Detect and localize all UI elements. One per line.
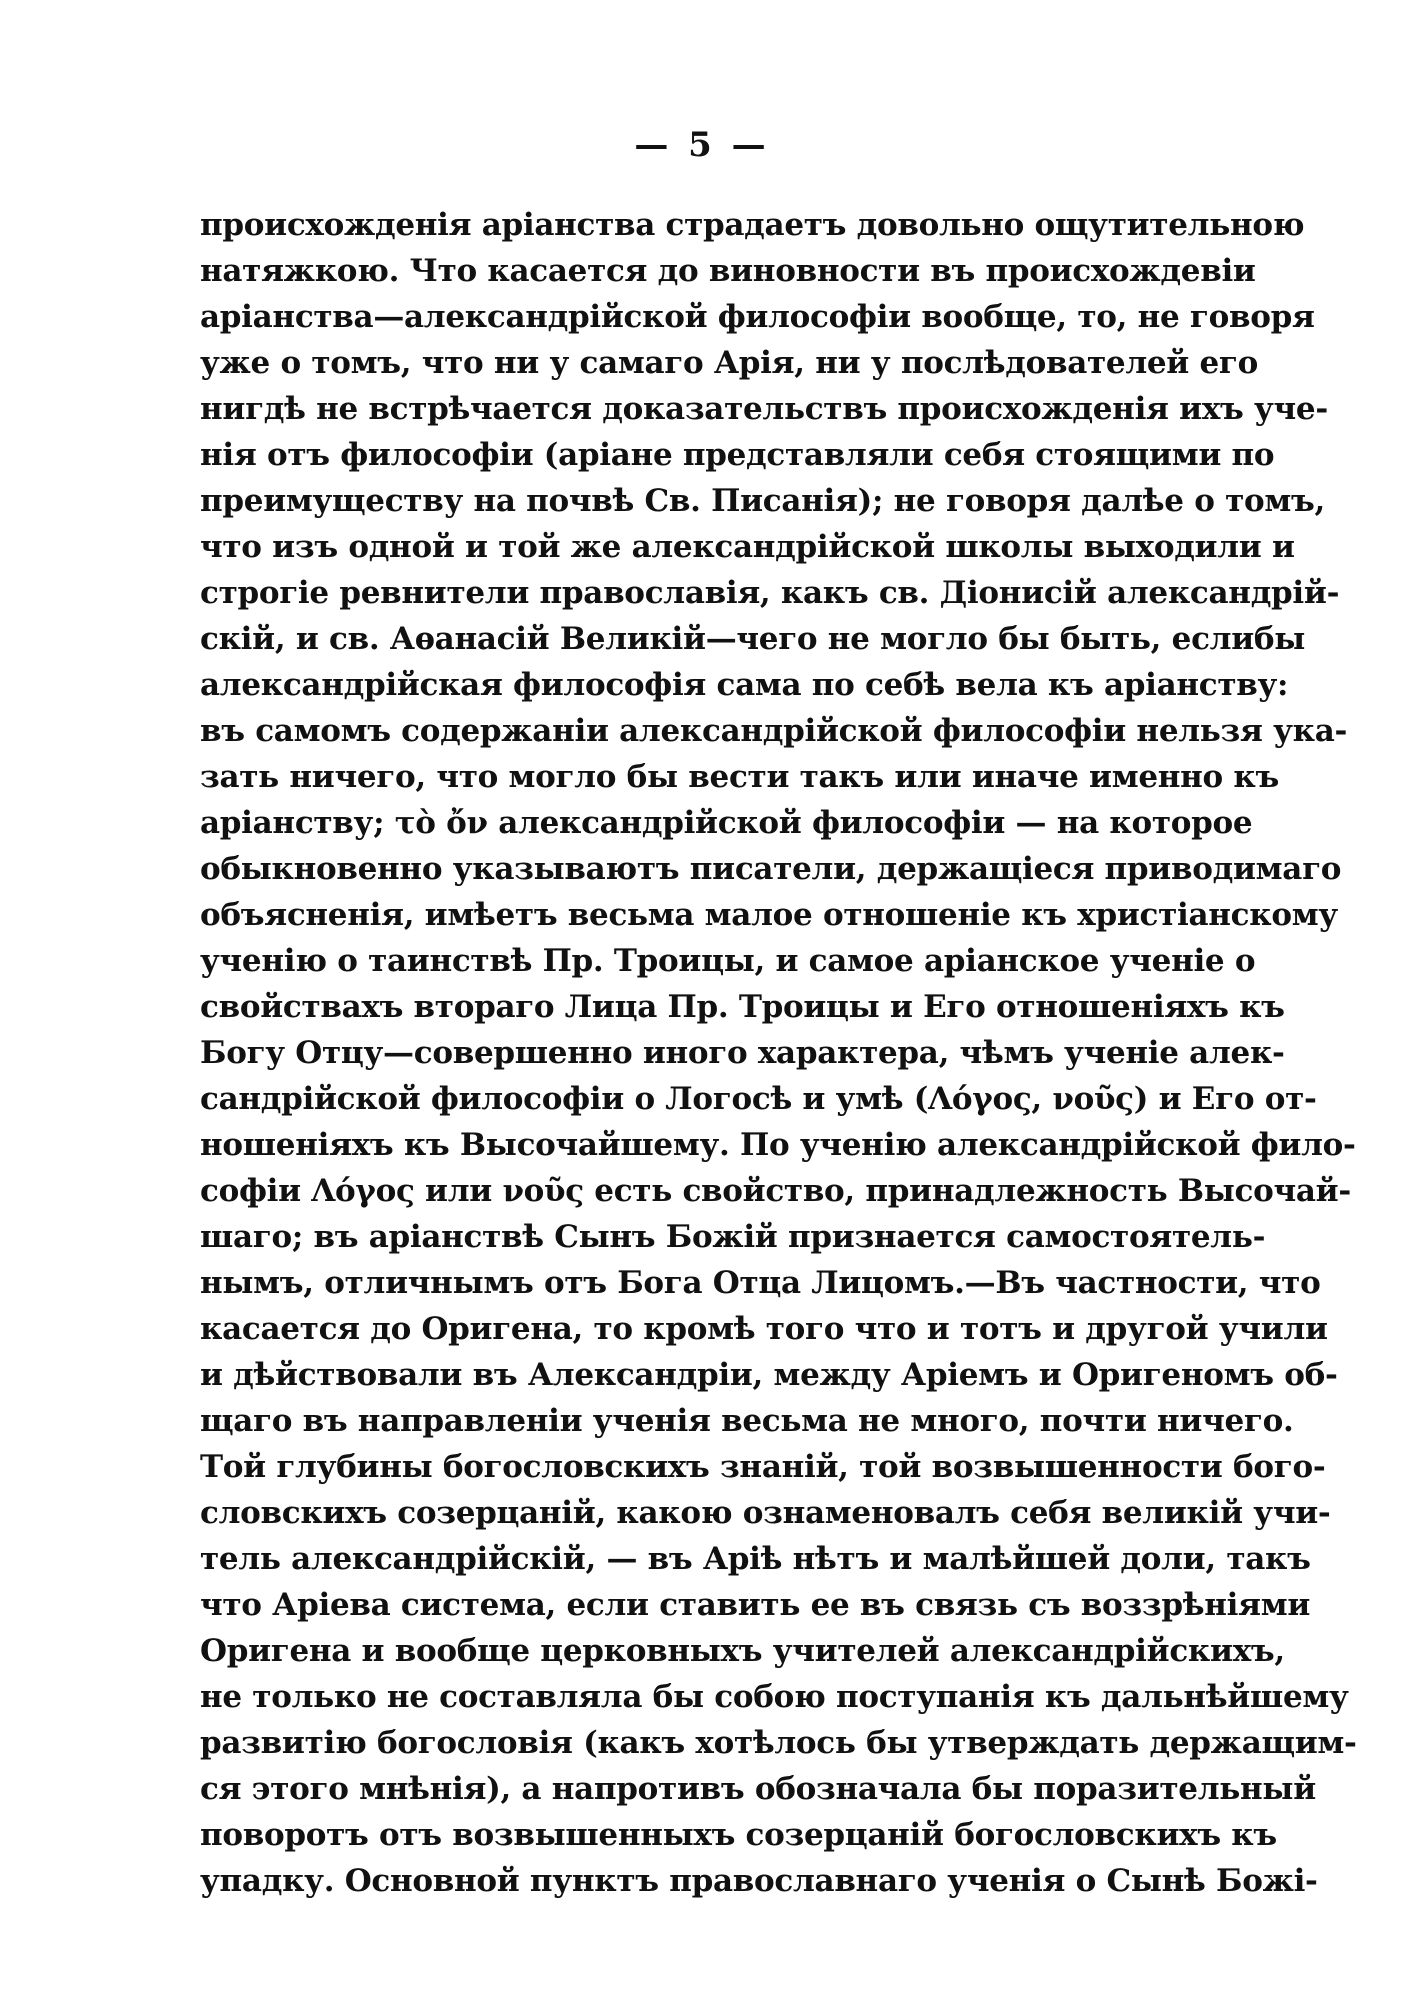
text-line: щаго въ направленіи ученія весьма не много, почти ничего. xyxy=(200,1403,1294,1439)
text-line: александрійская философія сама по себѣ вела къ аріанству: xyxy=(200,667,1289,703)
text-line: натяжкою. Что касается до виновности въ происхождевіи xyxy=(200,253,1256,289)
text-line: софіи Λόγος или νοῦς есть свойство, принадлежность Высочай- xyxy=(200,1173,1351,1209)
text-line: ся этого мнѣнія), а напротивъ обозначала бы поразительный xyxy=(200,1771,1316,1807)
text-line: поворотъ отъ возвышенныхъ созерцаній богословскихъ къ xyxy=(200,1817,1277,1853)
text-line: Оригена и вообще церковныхъ учителей александрійскихъ, xyxy=(200,1633,1285,1669)
text-line: ученію о таинствѣ Пр. Троицы, и самое аріанское ученіе о xyxy=(200,943,1256,979)
text-line: словскихъ созерцаній, какою ознаменовалъ себя великій учи- xyxy=(200,1495,1331,1531)
text-line: упадку. Основной пунктъ православнаго ученія о Сынѣ Божі- xyxy=(200,1863,1318,1899)
text-line: нигдѣ не встрѣчается доказательствъ происхожденія ихъ уче- xyxy=(200,391,1328,427)
text-line: аріанства—александрійской философіи вообще, то, не говоря xyxy=(200,299,1315,335)
text-line: развитію богословія (какъ хотѣлось бы утверждать держащим- xyxy=(200,1725,1357,1761)
text-line: Богу Отцу—совершенно иного характера, чѣмъ ученіе алек- xyxy=(200,1035,1285,1071)
text-line: что изъ одной и той же александрійской школы выходили и xyxy=(200,529,1295,565)
text-line: аріанству; τὸ ὄν александрійской философіи — на которое xyxy=(200,805,1253,841)
text-line: объясненія, имѣетъ весьма малое отношеніе къ христіанскому xyxy=(200,897,1338,933)
body-text xyxy=(200,202,1357,1904)
text-line: строгіе ревнители православія, какъ св. Діонисій александрій- xyxy=(200,575,1340,611)
text-line: касается до Оригена, то кромѣ того что и тотъ и другой учили xyxy=(200,1311,1328,1347)
text-line: Той глубины богословскихъ знаній, той возвышенности бого- xyxy=(200,1449,1326,1485)
text-line: тель александрійскій, — въ Аріѣ нѣтъ и малѣйшей доли, такъ xyxy=(200,1541,1311,1577)
text-line: зать ничего, что могло бы вести такъ или иначе именно къ xyxy=(200,759,1279,795)
text-line: свойствахъ втораго Лица Пр. Троицы и Его отношеніяхъ къ xyxy=(200,989,1285,1025)
page-number: — 5 — xyxy=(634,125,770,165)
text-line: сандрійской философіи о Логосѣ и умѣ (Λόγος, νοῦς) и Его от- xyxy=(200,1081,1317,1117)
text-line: нія отъ философіи (аріане представляли себя стоящими по xyxy=(200,437,1275,473)
text-line: ношеніяхъ къ Высочайшему. По ученію александрійской фило- xyxy=(200,1127,1356,1163)
text-line: что Аріева система, если ставить ее въ связь съ воззрѣніями xyxy=(200,1587,1311,1623)
text-line: уже о томъ, что ни у самаго Арія, ни у послѣдователей его xyxy=(200,345,1258,381)
text-line: обыкновенно указываютъ писатели, держащіеся приводимаго xyxy=(200,851,1342,887)
text-line: не только не составляла бы собою поступанія къ дальнѣйшему xyxy=(200,1679,1349,1715)
text-line: нымъ, отличнымъ отъ Бога Отца Лицомъ.—Въ частности, что xyxy=(200,1265,1321,1301)
text-line: въ самомъ содержаніи александрійской философіи нельзя ука- xyxy=(200,713,1348,749)
text-line: скій, и св. Аѳанасій Великій—чего не могло бы быть, еслибы xyxy=(200,621,1306,657)
text-line: и дѣйствовали въ Александріи, между Аріемъ и Оригеномъ об- xyxy=(200,1357,1338,1393)
text-line: происхожденія аріанства страдаетъ довольно ощутительною xyxy=(200,207,1305,243)
text-line: преимуществу на почвѣ Св. Писанія); не говоря далѣе о томъ, xyxy=(200,483,1325,519)
text-line: шаго; въ аріанствѣ Сынъ Божій признается самостоятель- xyxy=(200,1219,1266,1255)
